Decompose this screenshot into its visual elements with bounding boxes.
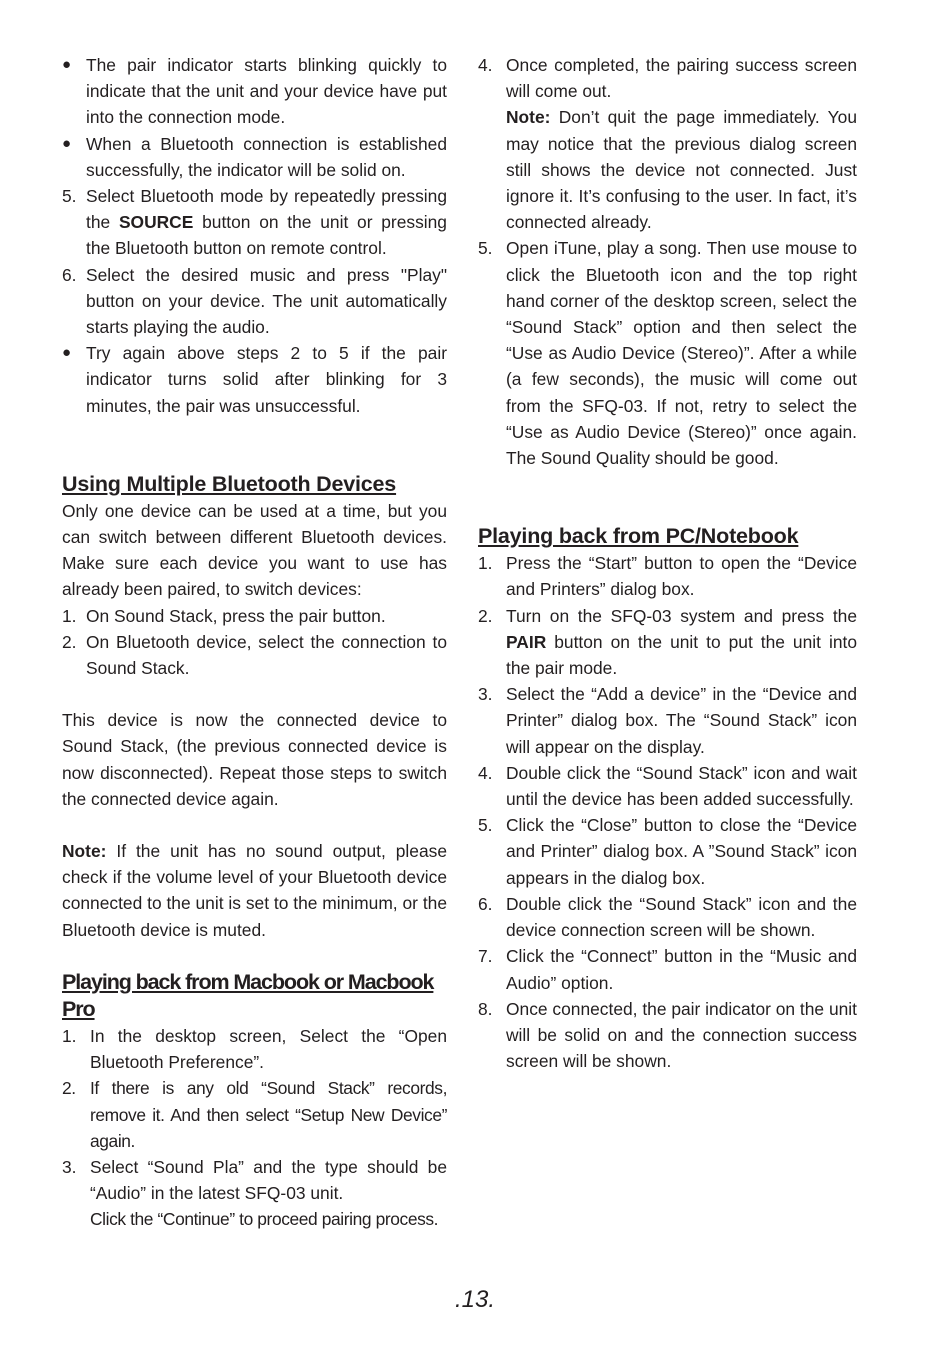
list-item: [478, 550, 857, 602]
pair-button-label: PAIR: [506, 631, 547, 652]
list-item-text: On Bluetooth device, select the connection to Sound Stack.: [86, 631, 447, 679]
list-item: [62, 1075, 447, 1154]
step-number: 2.: [62, 631, 77, 652]
spacer: [478, 471, 857, 523]
step-number: 6.: [62, 264, 77, 285]
step-number: 6.: [478, 893, 493, 914]
list-item: [62, 603, 447, 629]
list-item-text: Turn on the SFQ-03 system and press the: [506, 605, 857, 626]
source-button-label: SOURCE: [118, 212, 194, 233]
step-number: 1.: [62, 605, 77, 626]
step-number: 2.: [478, 605, 493, 626]
note-label: Note:: [62, 841, 107, 862]
paragraph: Click the “Continue” to proceed pairing process.: [90, 1209, 439, 1230]
list-item: [478, 681, 857, 760]
list-item-text: button on the unit to put the unit into the pair mode.: [506, 631, 857, 679]
list-item-text: If there is any old “Sound Stack” records, remove it. And then select “Setup New Device” again.: [90, 1078, 447, 1151]
list-item-text: In the desktop screen, Select the “Open Bluetooth Preference”.: [90, 1025, 447, 1073]
list-item-text: Once completed, the pairing success screen will come out.: [506, 55, 857, 102]
note-label: Note:: [506, 107, 551, 128]
list-item-text: Select “Sound Pla” and the type should be “Audio” in the latest SFQ-03 unit.: [90, 1156, 447, 1204]
list-item-text: Press the “Start” button to open the “Device and Printers” dialog box.: [506, 553, 857, 600]
note-paragraph: [62, 838, 447, 943]
step-number: 5.: [478, 815, 493, 836]
list-item: [478, 812, 857, 891]
step-number: 3.: [478, 684, 493, 705]
list-item-text: button on the unit or pressing the Bluetooth button on remote control.: [86, 212, 447, 259]
list-item-text: Open iTune, play a song. Then use mouse to click the Bluetooth icon and the top right hand corner of the desktop screen, select the “Sound Stack” option and then select the “Use as Audio Device (Stereo)”. After a while (a few seconds), the music will come out from the SFQ-03. If not, retry to select the “Use as Audio Device (Stereo)” once again. The Sound Quality should be good.: [506, 238, 857, 469]
section-heading: Playing back from PC/Notebook: [478, 524, 799, 549]
list-item: [478, 52, 857, 104]
list-item-text: Double click the “Sound Stack” icon and the device connection screen will be shown.: [506, 893, 857, 941]
step-number: 4.: [478, 55, 493, 75]
spacer: [62, 812, 447, 838]
step-number: 2.: [62, 1078, 76, 1099]
list-item-text: On Sound Stack, press the pair button.: [86, 605, 386, 626]
list-item-text: Click the “Connect” button in the “Music and Audio” option.: [506, 946, 857, 993]
list-item-text: When a Bluetooth connection is established successfully, the indicator will be solid on.: [86, 133, 447, 180]
note-text: Don’t quit the page immediately. You may notice that the previous dialog screen still shows the device not connected. Just ignore it. It’s confusing to the user. In fact, it’s connected already.: [506, 107, 857, 233]
list-item: [62, 1023, 447, 1075]
spacer: [62, 943, 447, 969]
list-item: [478, 891, 857, 943]
section-heading: Playing back from Macbook or Macbook Pro: [62, 969, 434, 1021]
paragraph: This device is now the connected device to Sound Stack, (the previous connected device is now disconnected). Repeat those steps to switch the connected device again.: [62, 710, 447, 809]
list-item-text: Select the “Add a device” in the “Device and Printer” dialog box. The “Sound Stack” icon will appear on the display.: [506, 684, 857, 757]
list-item-text: The pair indicator starts blinking quickly to indicate that the unit and your device have put into the connection mode.: [86, 55, 447, 128]
bullet-marker: ●: [62, 344, 72, 362]
step-number: 5.: [62, 186, 77, 207]
list-item: [62, 183, 447, 262]
list-item: [478, 996, 857, 1075]
list-item: [478, 943, 857, 995]
bullet-marker: ●: [62, 56, 72, 73]
step-number: 7.: [478, 946, 493, 967]
spacer: [62, 681, 447, 707]
step-number: 3.: [62, 1156, 77, 1177]
list-item-text: Select the desired music and press "Play" button on your device. The unit automatically starts playing the audio.: [86, 264, 447, 338]
list-item: [62, 262, 447, 341]
list-item-text: Select Bluetooth mode by repeatedly pressing the: [86, 186, 447, 233]
list-item-text: Double click the “Sound Stack” icon and wait until the device has been added successfully.: [506, 762, 857, 810]
note-text: If the unit has no sound output, please check if the volume level of your Bluetooth device connected to the unit is set to the minimum, or the Bluetooth device is muted.: [62, 841, 447, 940]
section-heading: Using Multiple Bluetooth Devices: [62, 471, 397, 496]
left-column: [62, 52, 447, 1233]
list-item: [478, 760, 857, 812]
list-item: [478, 235, 857, 471]
list-item-text: Try again above steps 2 to 5 if the pair indicator turns solid after blinking for 3 minutes, the pair was unsuccessful.: [86, 343, 447, 416]
note-paragraph: [478, 104, 857, 235]
spacer: [62, 419, 447, 471]
step-number: 8.: [478, 998, 493, 1019]
page-number: .13.: [454, 1286, 496, 1313]
bullet-marker: ●: [62, 134, 72, 152]
list-item-text: Once connected, the pair indicator on the unit will be solid on and the connection success screen will be shown.: [506, 998, 857, 1072]
list-item: [62, 131, 447, 183]
list-item: [62, 629, 447, 681]
list-item: [478, 603, 857, 682]
list-item-text: Click the “Close” button to close the “Device and Printer” dialog box. A ”Sound Stack” icon appears in the dialog box.: [506, 815, 857, 888]
step-number: 4.: [478, 762, 493, 783]
right-column: [478, 52, 857, 1074]
step-number: 1.: [478, 553, 493, 574]
step-number: 1.: [62, 1025, 77, 1046]
list-item: [62, 52, 447, 131]
list-item: [62, 340, 447, 419]
paragraph: Only one device can be used at a time, but you can switch between different Bluetooth devices. Make sure each device you want to use has already been paired, to switch devices:: [62, 500, 447, 600]
list-item: [62, 1154, 447, 1206]
step-number: 5.: [478, 238, 493, 259]
